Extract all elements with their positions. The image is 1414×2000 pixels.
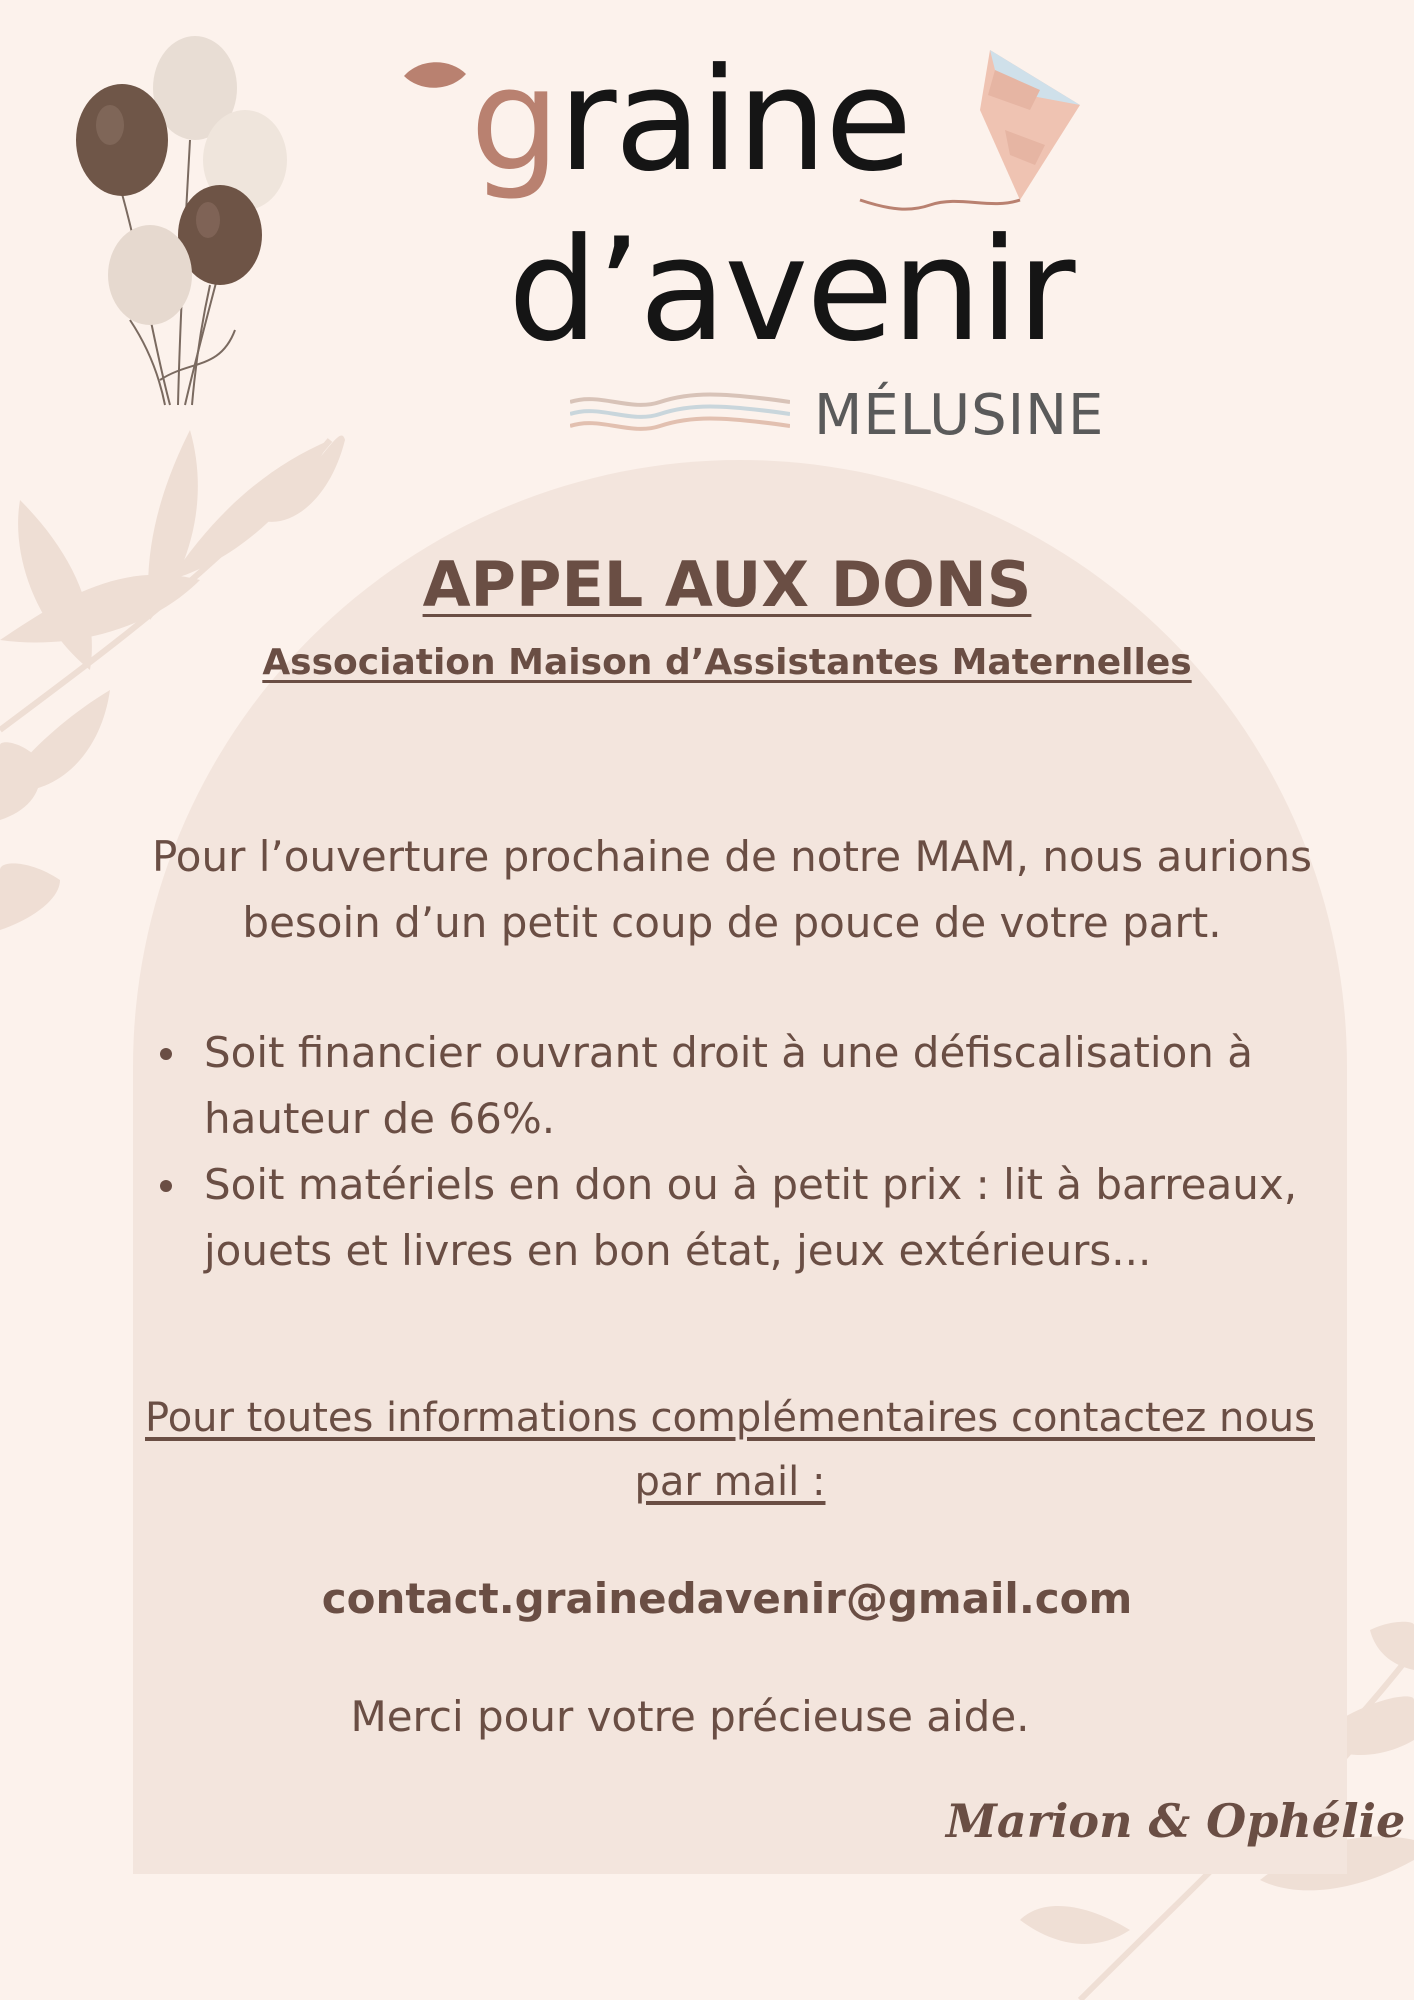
- list-item: [160, 1020, 1340, 1152]
- page-title: APPEL AUX DONS: [422, 548, 1032, 621]
- intro-text: Pour l’ouverture prochaine de notre MAM, nous aurions besoin d’un petit coup de pouce de votre part.: [151, 832, 1313, 947]
- bullet-icon: [160, 1048, 172, 1060]
- balloon-bunch-illustration: [60, 30, 300, 410]
- logo-first-letter: g: [470, 38, 559, 203]
- logo-line2: d’avenir: [508, 208, 1074, 373]
- contact-email[interactable]: contact.grainedavenir@gmail.com: [321, 1574, 1133, 1623]
- list-item-text: Soit matériels en don ou à petit prix : lit à barreaux, jouets et livres en bon état, jeux extérieurs...: [204, 1160, 1298, 1275]
- list-item-text: Soit financier ouvrant droit à une défiscalisation à hauteur de 66%.: [204, 1028, 1253, 1143]
- logo: [390, 38, 1105, 448]
- page-subtitle: Association Maison d’Assistantes Maternelles: [262, 642, 1192, 683]
- wave-lines-icon: [570, 392, 790, 440]
- list-item: [160, 1152, 1340, 1284]
- logo-line1-rest: raine: [558, 38, 911, 203]
- logo-line1: [470, 38, 911, 203]
- thanks-text: Merci pour votre précieuse aide.: [350, 1692, 1030, 1741]
- leaf-icon: [400, 54, 470, 100]
- signature: Marion & Ophélie: [946, 1794, 1406, 1848]
- contact-prompt: Pour toutes informations complémentaires contactez nous par mail :: [145, 1395, 1315, 1505]
- bullet-icon: [160, 1180, 172, 1192]
- logo-subtitle: MÉLUSINE: [814, 383, 1105, 448]
- donation-options-list: [160, 1020, 1340, 1284]
